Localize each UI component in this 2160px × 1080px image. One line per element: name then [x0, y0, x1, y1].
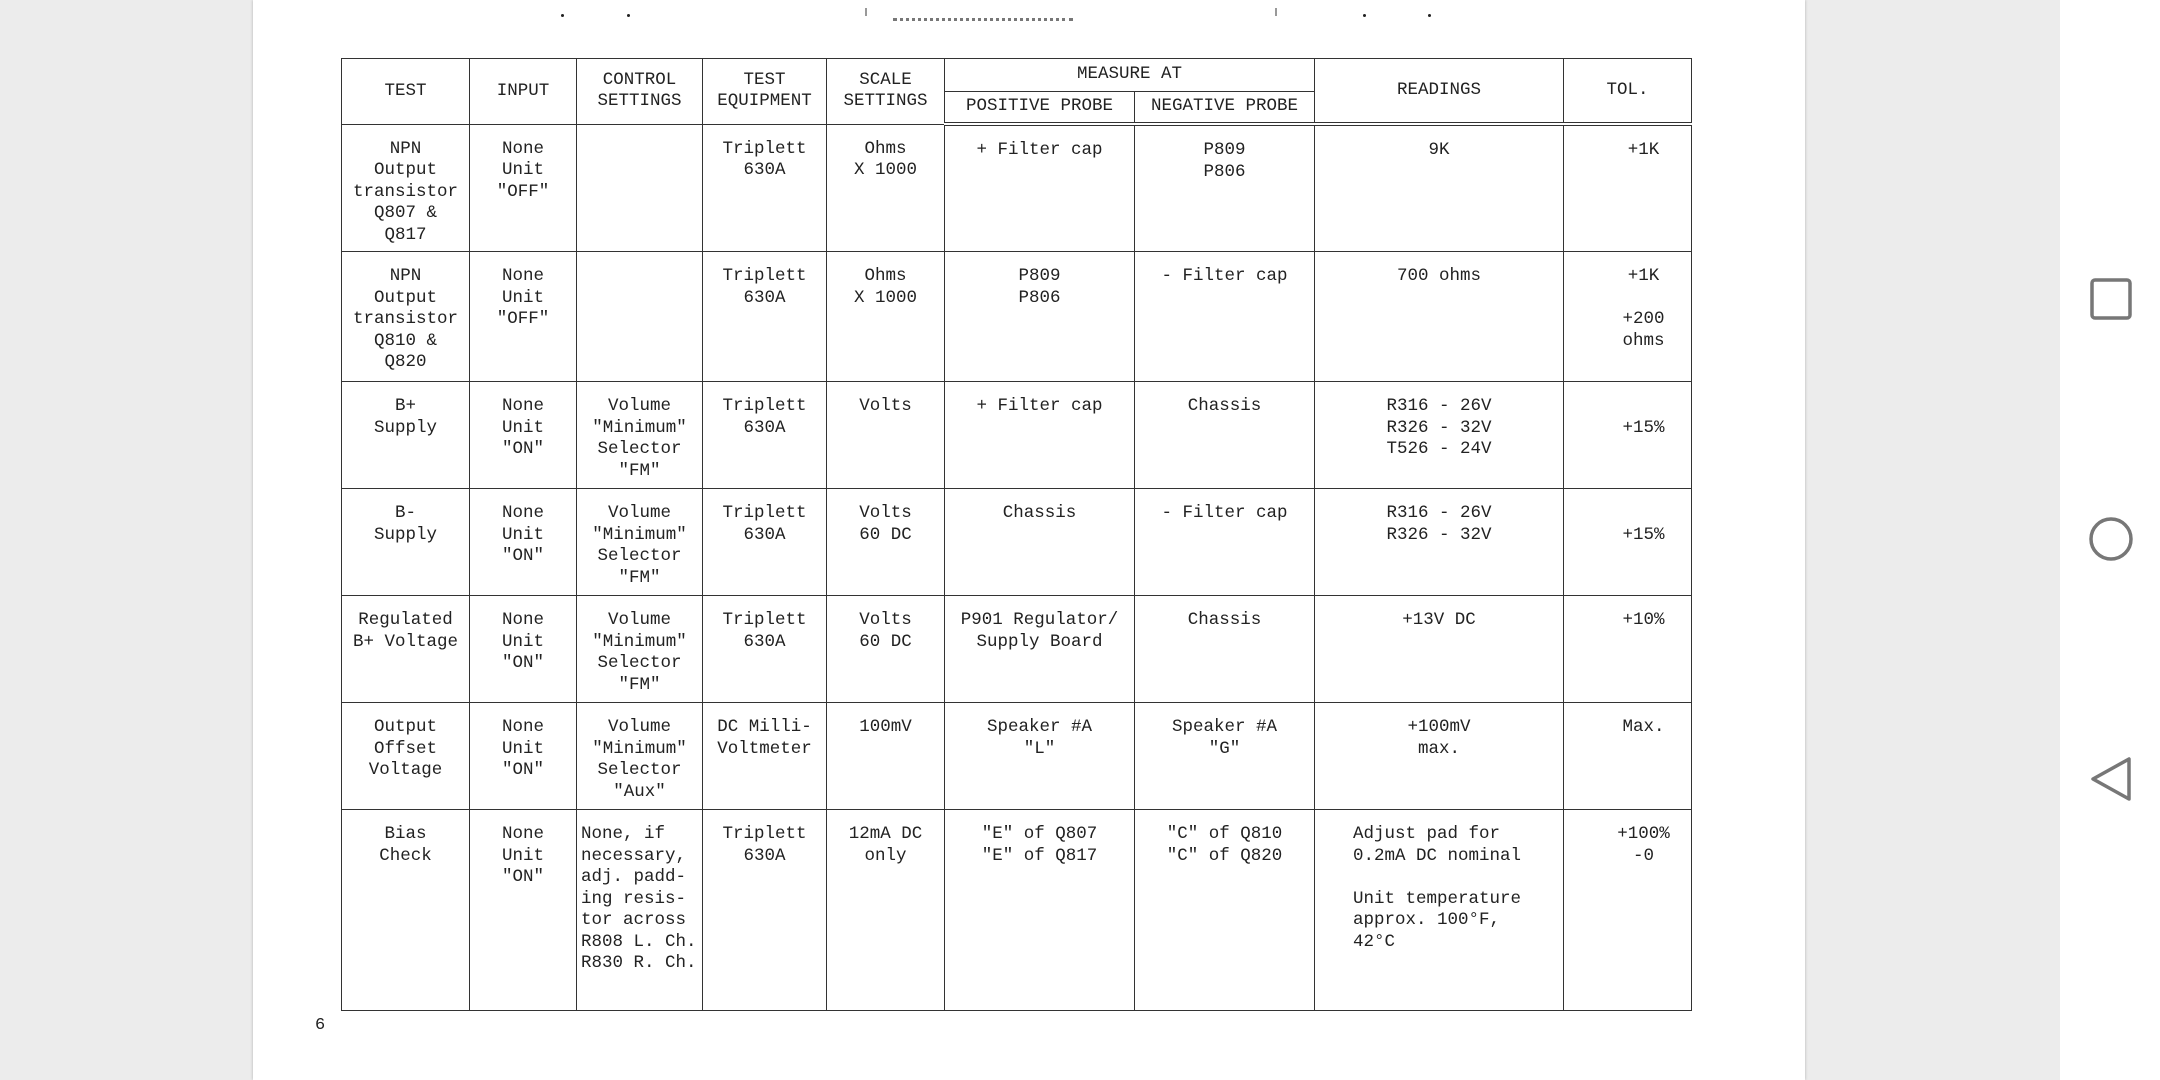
cell-negative-probe: Speaker #A "G" [1135, 703, 1315, 810]
cell-positive-probe: Speaker #A "L" [945, 703, 1135, 810]
cell-equipment: DC Milli- Voltmeter [703, 703, 827, 810]
header-test-equipment: TEST EQUIPMENT [703, 59, 827, 125]
cell-control: None, if necessary, adj. padd- ing resis- tor across R808 L. Ch. R830 R. Ch. [577, 810, 703, 1011]
cell-positive-probe: + Filter cap [945, 124, 1135, 252]
cell-test: B+ Supply [342, 382, 470, 489]
square-icon [2088, 276, 2134, 322]
cell-scale: 100mV [827, 703, 945, 810]
cell-control: Volume "Minimum" Selector "FM" [577, 489, 703, 596]
cell-readings: +13V DC [1315, 596, 1564, 703]
cell-negative-probe: "C" of Q810 "C" of Q820 [1135, 810, 1315, 1011]
cell-positive-probe: P901 Regulator/ Supply Board [945, 596, 1135, 703]
cell-control: Volume "Minimum" Selector "FM" [577, 596, 703, 703]
cell-test: Bias Check [342, 810, 470, 1011]
cell-readings: R316 - 26V R326 - 32V [1315, 489, 1564, 596]
table-row [342, 596, 1692, 703]
cell-tol: +1K [1564, 124, 1692, 252]
cell-negative-probe: P809 P806 [1135, 124, 1315, 252]
home-button[interactable] [2088, 516, 2134, 562]
page-number: 9 [315, 1012, 326, 1031]
cell-input: None Unit "ON" [470, 810, 577, 1011]
cell-scale: Volts 60 DC [827, 489, 945, 596]
cell-input: None Unit "ON" [470, 382, 577, 489]
header-test: TEST [342, 59, 470, 125]
header-measure-at: MEASURE AT [945, 59, 1315, 92]
table-row [342, 489, 1692, 596]
system-navigation-bar [2060, 0, 2160, 1080]
circle-icon [2088, 516, 2134, 562]
table-row [342, 382, 1692, 489]
back-button[interactable] [2088, 756, 2134, 802]
cell-negative-probe: Chassis [1135, 596, 1315, 703]
cell-test: NPN Output transistor Q810 & Q820 [342, 252, 470, 382]
cell-equipment: Triplett 630A [703, 252, 827, 382]
cell-input: None Unit "ON" [470, 489, 577, 596]
cell-input: None Unit "ON" [470, 703, 577, 810]
cell-tol: +15% [1564, 382, 1692, 489]
cropped-page-header [253, 8, 1805, 32]
document-page [253, 0, 1805, 1080]
table-row [342, 703, 1692, 810]
cell-tol: Max. [1564, 703, 1692, 810]
cell-scale: Ohms X 1000 [827, 124, 945, 252]
cell-scale: Ohms X 1000 [827, 252, 945, 382]
table-row [342, 252, 1692, 382]
cell-readings: 9K [1315, 124, 1564, 252]
cell-negative-probe: - Filter cap [1135, 489, 1315, 596]
cell-readings: Adjust pad for 0.2mA DC nominal Unit temperature approx. 100°F, 42°C [1315, 810, 1564, 1011]
cell-test: Regulated B+ Voltage [342, 596, 470, 703]
header-negative-probe: NEGATIVE PROBE [1135, 92, 1315, 125]
header-tol: TOL. [1564, 59, 1692, 125]
header-control-settings: CONTROL SETTINGS [577, 59, 703, 125]
cell-test: B- Supply [342, 489, 470, 596]
cell-readings: R316 - 26V R326 - 32V T526 - 24V [1315, 382, 1564, 489]
cell-scale: Volts [827, 382, 945, 489]
cell-equipment: Triplett 630A [703, 382, 827, 489]
cell-test: NPN Output transistor Q807 & Q817 [342, 124, 470, 252]
cell-tol: +100% -0 [1564, 810, 1692, 1011]
cell-positive-probe: "E" of Q807 "E" of Q817 [945, 810, 1135, 1011]
cell-tol: +15% [1564, 489, 1692, 596]
table-row [342, 124, 1692, 252]
header-scale-settings: SCALE SETTINGS [827, 59, 945, 125]
cell-input: None Unit "OFF" [470, 252, 577, 382]
recents-button[interactable] [2088, 276, 2134, 322]
cell-positive-probe: Chassis [945, 489, 1135, 596]
cell-control [577, 124, 703, 252]
header-readings: READINGS [1315, 59, 1564, 125]
cell-control: Volume "Minimum" Selector "Aux" [577, 703, 703, 810]
cell-input: None Unit "ON" [470, 596, 577, 703]
cell-tol: +10% [1564, 596, 1692, 703]
cell-scale: Volts 60 DC [827, 596, 945, 703]
cell-tol: +1K +200 ohms [1564, 252, 1692, 382]
cell-control: Volume "Minimum" Selector "FM" [577, 382, 703, 489]
cell-equipment: Triplett 630A [703, 810, 827, 1011]
table-row [342, 810, 1692, 1011]
cell-positive-probe: + Filter cap [945, 382, 1135, 489]
cell-equipment: Triplett 630A [703, 489, 827, 596]
header-positive-probe: POSITIVE PROBE [945, 92, 1135, 125]
cell-input: None Unit "OFF" [470, 124, 577, 252]
cell-equipment: Triplett 630A [703, 596, 827, 703]
cell-scale: 12mA DC only [827, 810, 945, 1011]
cell-control [577, 252, 703, 382]
cell-readings: +100mV max. [1315, 703, 1564, 810]
cell-negative-probe: Chassis [1135, 382, 1315, 489]
cell-negative-probe: - Filter cap [1135, 252, 1315, 382]
cell-test: Output Offset Voltage [342, 703, 470, 810]
triangle-back-icon [2088, 756, 2134, 802]
cell-positive-probe: P809 P806 [945, 252, 1135, 382]
cell-equipment: Triplett 630A [703, 124, 827, 252]
cell-readings: 700 ohms [1315, 252, 1564, 382]
header-input: INPUT [470, 59, 577, 125]
audio-test-procedure-table [341, 58, 1692, 1011]
